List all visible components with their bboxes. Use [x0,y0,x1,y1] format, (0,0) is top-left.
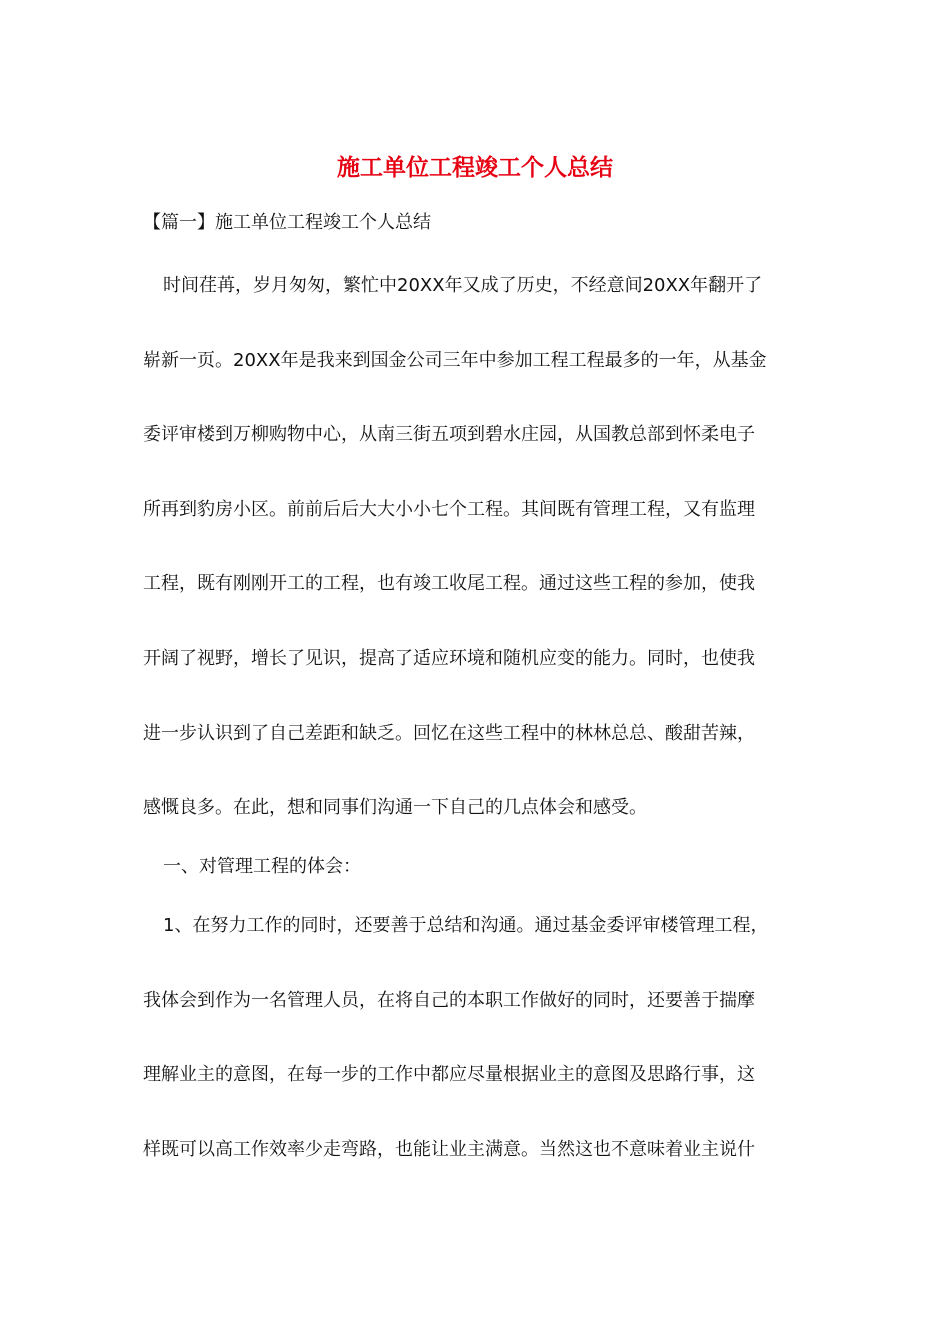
body-line: 时间荏苒，岁月匆匆，繁忙中20XX年又成了历史，不经意间20XX年翻开了 [163,275,763,296]
body-line: 所再到豹房小区。前前后后大大小小七个工程。其间既有管理工程，又有监理 [143,498,755,520]
body-text [143,266,803,1205]
body-line: 工程，既有刚刚开工的工程，也有竣工收尾工程。通过这些工程的参加，使我 [143,573,755,595]
body-line: 进一步认识到了自己差距和缺乏。回忆在这些工程中的林林总总、酸甜苦辣， [143,722,755,744]
document-title: 施工单位工程竣工个人总结 [337,154,613,181]
body-line: 开阔了视野，增长了见识，提高了适应环境和随机应变的能力。同时，也使我 [143,647,755,669]
body-line: 崭新一页。20XX年是我来到国金公司三年中参加工程工程最多的一年，从基金 [143,349,767,371]
body-line: 我体会到作为一名管理人员，在将自己的本职工作做好的同时，还要善于揣摩 [143,989,755,1011]
subsection-heading: 一、对管理工程的体会： [163,856,361,878]
body-line: 理解业主的意图，在每一步的工作中都应尽量根据业主的意图及思路行事，这 [143,1064,755,1086]
body-line: 样既可以高工作效率少走弯路，也能让业主满意。当然这也不意味着业主说什 [143,1138,755,1160]
body-line: 感慨良多。在此，想和同事们沟通一下自己的几点体会和感受。 [143,797,647,819]
section-heading: 【篇一】施工单位工程竣工个人总结 [143,212,431,233]
body-line: 委评审楼到万柳购物中心，从南三街五项到碧水庄园，从国教总部到怀柔电子 [143,424,755,446]
body-line: 1、在努力工作的同时，还要善于总结和沟通。通过基金委评审楼管理工程， [163,915,769,937]
